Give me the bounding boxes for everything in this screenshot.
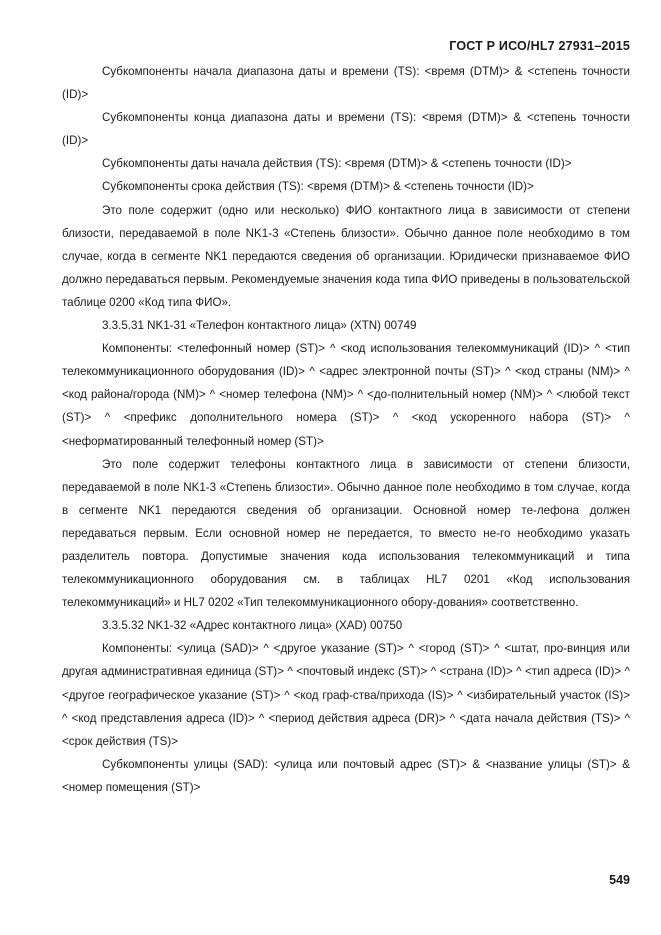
document-header: ГОСТ Р ИСО/HL7 27931–2015 (449, 39, 630, 53)
document-body (62, 60, 630, 799)
paragraph-effective-date: Субкомпоненты даты начала действия (TS): <время (DTM)> & <степень точности (ID)> (102, 157, 572, 171)
paragraph-range-start: Субкомпоненты начала диапазона даты и времени (TS): <время (DTM)> & <степень точности (ID)> (62, 65, 630, 102)
paragraph-phone-description: Это поле содержит телефоны контактного лица в зависимости от степени близости, передаваемой в поле NK1-3 «Степень близости». Обычно данное поле необходимо в том случае, когда в сегменте NK1 передаются сведения об организации. Основной номер те-лефона должен передаваться первым. Если основной номер не передается, то вместо не-го необходимо указать разделитель повтора. Допустимые значения кода использования телекоммуникаций и типа телекоммуникационного оборудования см. в таблицах HL7 0201 «Код использования телекоммуникаций» и HL7 0202 «Тип телекоммуникационного обору-дования» соответственно. (62, 457, 630, 610)
paragraph-sad-subcomponents: Субкомпоненты улицы (SAD): <улица или почтовый адрес (ST)> & <название улицы (ST)> & <номер помещения (ST)> (62, 757, 630, 794)
section-heading-nk1-32: 3.3.5.32 NK1-32 «Адрес контактного лица» (XAD) 00750 (102, 619, 403, 633)
paragraph-expiration: Субкомпоненты срока действия (TS): <время (DTM)> & <степень точности (ID)> (102, 180, 534, 194)
paragraph-range-end: Субкомпоненты конца диапазона даты и времени (TS): <время (DTM)> & <степень точности (ID)> (62, 111, 630, 148)
page-number: 549 (609, 873, 630, 887)
section-heading-nk1-31: 3.3.5.31 NK1-31 «Телефон контактного лица» (XTN) 00749 (102, 319, 417, 333)
paragraph-name-description: Это поле содержит (одно или несколько) ФИО контактного лица в зависимости от степени близости, передаваемой в поле NK1-3 «Степень близости». Обычно данное поле необходимо в том случае, когда в сегменте NK1 передаются сведения об организации. Юридически признаваемое ФИО должно передаваться первым. Рекомендуемые значения кода типа ФИО приведены в пользовательской таблице 0200 «Код типа ФИО». (62, 203, 630, 309)
paragraph-xtn-components: Компоненты: <телефонный номер (ST)> ^ <код использования телекоммуникаций (ID)> ^ <тип телекоммуникационного оборудования (ID)> ^ <адрес электронной почты (ST)> ^ <код страны (NM)> ^ <код района/города (NM)> ^ <номер телефона (NM)> ^ <до-полнительный номер (NM)> ^ <любой текст (ST)> ^ <префикс дополнительного номера (ST)> ^ <код ускоренного набора (ST)> ^ <неформатированный телефонный номер (ST)> (62, 342, 630, 448)
paragraph-xad-components: Компоненты: <улица (SAD)> ^ <другое указание (ST)> ^ <город (ST)> ^ <штат, про-винция или другая административная единица (ST)> ^ <почтовый индекс (ST)> ^ <страна (ID)> ^ <тип адреса (ID)> ^ <другое географическое указание (ST)> ^ <код граф-ства/прихода (IS)> ^ <избирательный участок (IS)> ^ <код представления адреса (ID)> ^ <период действия адреса (DR)> ^ <дата начала действия (TS)> ^ <срок действия (TS)> (62, 642, 630, 748)
